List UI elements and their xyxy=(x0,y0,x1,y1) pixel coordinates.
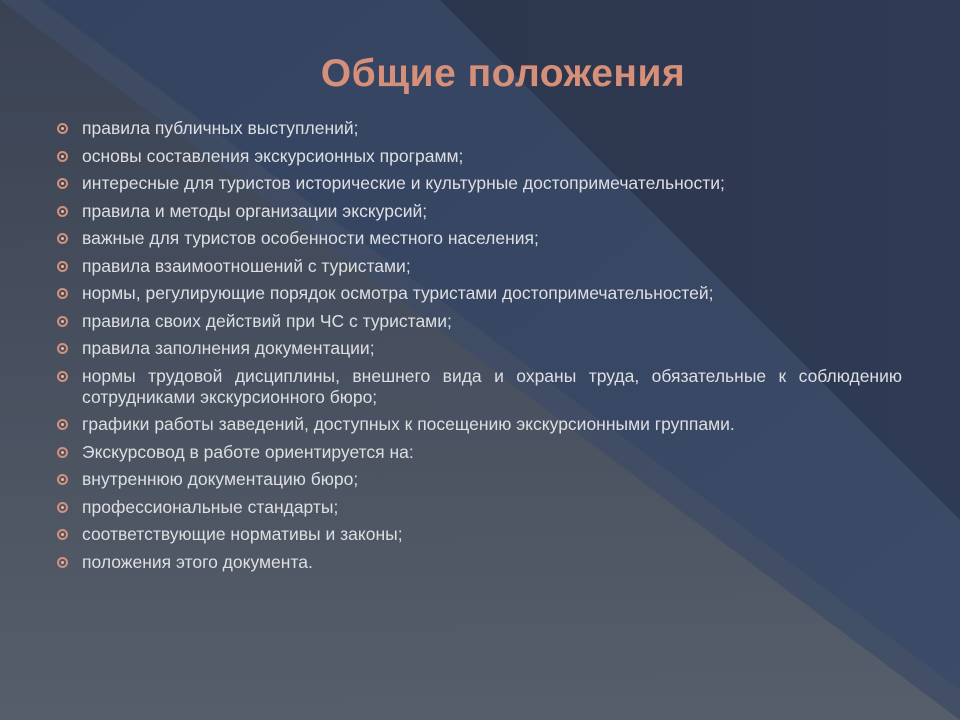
ring-bullet-icon xyxy=(57,261,68,272)
ring-bullet-icon xyxy=(57,288,68,299)
ring-bullet-icon xyxy=(57,233,68,244)
list-item: правила взаимоотношений с туристами; xyxy=(56,256,902,277)
ring-bullet-icon xyxy=(57,151,68,162)
ring-bullet-icon xyxy=(57,447,68,458)
ring-bullet-icon xyxy=(57,343,68,354)
list-item: соответствующие нормативы и законы; xyxy=(56,524,902,545)
list-item: графики работы заведений, доступных к посещению экскурсионными группами. xyxy=(56,414,902,435)
ring-bullet-icon xyxy=(57,123,68,134)
list-item: нормы трудовой дисциплины, внешнего вида и охраны труда, обязательные к соблюдению сотрудниками экскурсионного бюро; xyxy=(56,366,902,408)
slide-title: Общие положения xyxy=(320,52,686,95)
ring-bullet-icon xyxy=(57,206,68,217)
list-item: правила публичных выступлений; xyxy=(56,118,902,139)
list-item: профессиональные стандарты; xyxy=(56,497,902,518)
ring-bullet-icon xyxy=(57,474,68,485)
list-item: интересные для туристов исторические и культурные достопримечательности; xyxy=(56,173,902,194)
ring-bullet-icon xyxy=(57,419,68,430)
ring-bullet-icon xyxy=(57,316,68,327)
list-item: Экскурсовод в работе ориентируется на: xyxy=(56,442,902,463)
ring-bullet-icon xyxy=(57,557,68,568)
list-item: положения этого документа. xyxy=(56,552,902,573)
list-item: правила заполнения документации; xyxy=(56,338,902,359)
ring-bullet-icon xyxy=(57,529,68,540)
list-item: основы составления экскурсионных программ; xyxy=(56,146,902,167)
bullet-list xyxy=(56,118,902,579)
ring-bullet-icon xyxy=(57,371,68,382)
ring-bullet-icon xyxy=(57,178,68,189)
list-item: нормы, регулирующие порядок осмотра туристами достопримечательностей; xyxy=(56,283,902,304)
list-item: правила своих действий при ЧС с туристами; xyxy=(56,311,902,332)
ring-bullet-icon xyxy=(57,502,68,513)
list-item: важные для туристов особенности местного населения; xyxy=(56,228,902,249)
list-item: внутреннюю документацию бюро; xyxy=(56,469,902,490)
list-item: правила и методы организации экскурсий; xyxy=(56,201,902,222)
